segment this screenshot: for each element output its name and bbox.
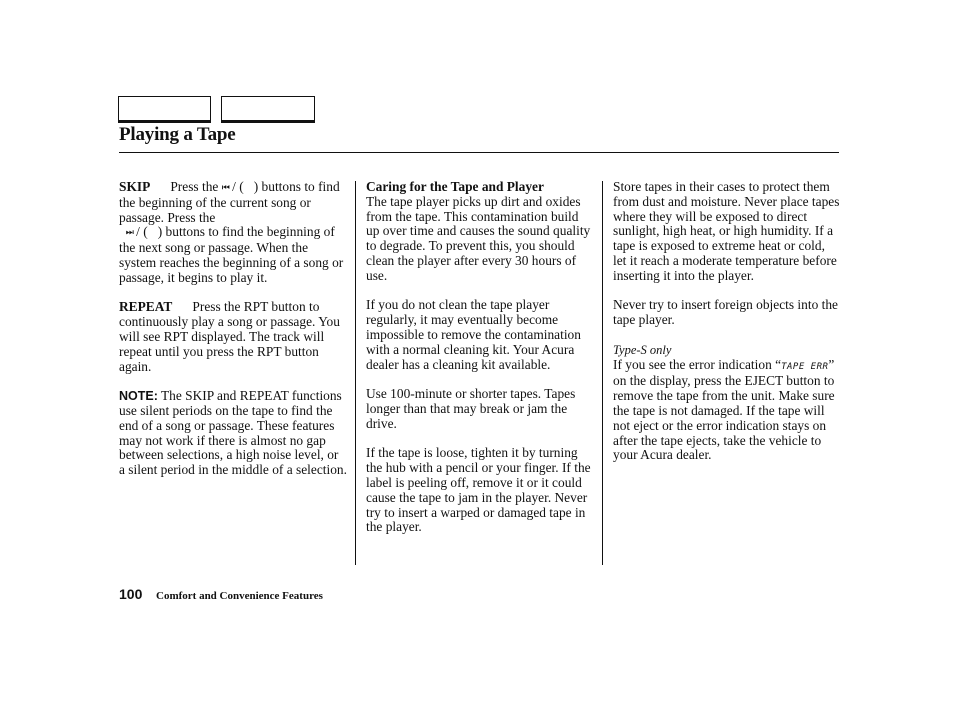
title-rule [119, 152, 839, 153]
error-text-a: If you see the error indication “ [613, 356, 782, 372]
page-title: Playing a Tape [119, 124, 236, 145]
skip-text-b: / ( [232, 179, 244, 194]
header-tab-box-left [118, 96, 211, 123]
skip-back-icon: ⏮ [221, 183, 229, 193]
column-right [613, 180, 841, 478]
repeat-text: Press the RPT button to continuously play a song or passage. You will see RPT displayed. The track will repeat until you press the RPT button again. [119, 299, 340, 374]
column-divider-1 [355, 181, 356, 565]
repeat-paragraph [119, 300, 347, 374]
skip-text-a: Press the [170, 179, 219, 194]
skip-text-c: ) buttons to find the beginning of the current song or passage. Press the [119, 179, 340, 225]
caring-paragraph [366, 180, 594, 284]
page-number: 100 [119, 586, 143, 602]
error-paragraph [613, 358, 841, 464]
type-s-label: Type-S only [613, 342, 672, 357]
error-text-b: ” on the display, press the EJECT button to remove the tape from the unit. Make sure the tape is not damaged. If the tape will not eject or the error indication stays on after the tape ejects, take the vehicle to your Acura dealer. [613, 356, 835, 463]
foreign-objects-paragraph: Never try to insert foreign objects into the tape player. [613, 297, 838, 328]
loose-tape-paragraph: If the tape is loose, tighten it by turning the hub with a pencil or your finger. If the label is peeling off, remove it or it could cause the tape to jam in the player. Never try to insert a warped or damaged tape in the player. [366, 445, 591, 535]
column-divider-2 [602, 181, 603, 565]
caring-text: The tape player picks up dirt and oxides from the tape. This contamination build up over time and causes the sound quality to degrade. To prevent this, you should clean the player after every 30 hours of use. [366, 193, 591, 283]
storage-paragraph: Store tapes in their cases to protect them from dust and moisture. Never place tapes where they will be exposed to direct sunlight, high heat, or high humidity. If a tape is exposed to extreme heat or cold, let it reach a moderate temperature before inserting it into the player. [613, 179, 840, 283]
column-middle [366, 180, 594, 550]
note-label: NOTE: [119, 389, 158, 404]
note-paragraph [119, 389, 347, 478]
tape-err-display-text: TAPE ERR [781, 361, 829, 372]
caring-heading: Caring for the Tape and Player [366, 179, 544, 194]
column-left [119, 180, 347, 493]
cleaning-paragraph: If you do not clean the tape player regularly, it may eventually become impossible to remove the contamination with a normal cleaning kit. Your Acura dealer has a cleaning kit available. [366, 297, 581, 372]
skip-forward-icon: ⏭ [125, 228, 133, 239]
skip-text-d: / ( [136, 224, 148, 240]
skip-heading: SKIP [119, 179, 151, 194]
note-text: The SKIP and REPEAT functions use silent periods on the tape to find the end of a song or passage. These features may not work if there is almost no gap between selections, a high noise level, or a silent period in the middle of a selection. [119, 388, 347, 478]
skip-paragraph [119, 180, 347, 286]
repeat-heading: REPEAT [119, 299, 173, 315]
section-title: Comfort and Convenience Features [156, 590, 323, 602]
tape-length-paragraph: Use 100-minute or shorter tapes. Tapes longer than that may break or jam the drive. [366, 386, 576, 431]
skip-text-e: ) buttons to find the beginning of the next song or passage. When the system reaches the beginning of a song or passage, it begins to play it. [119, 224, 344, 285]
header-tab-box-right [221, 96, 315, 123]
